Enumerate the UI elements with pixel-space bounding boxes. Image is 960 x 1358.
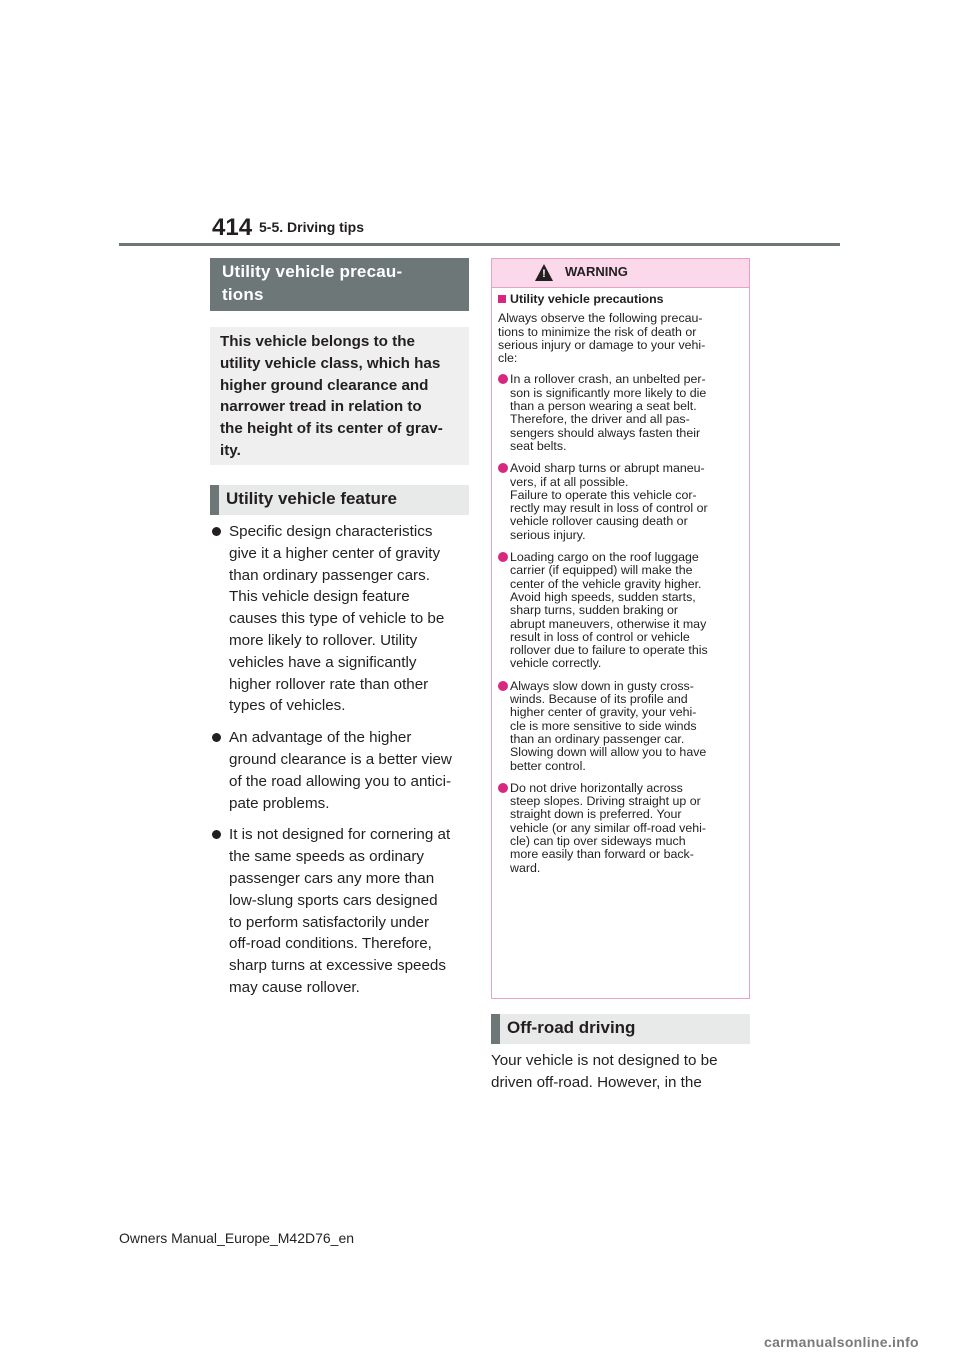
warning-line: Avoid high speeds, sudden starts,	[510, 589, 696, 604]
warning-line: higher center of gravity, your vehi-	[510, 705, 697, 720]
offroad-paragraph	[491, 1050, 750, 1094]
warning-line: Loading cargo on the roof luggage	[510, 550, 699, 565]
bullet-line: to perform satisfactorily under	[229, 913, 430, 931]
bullet-line: types of vehicles.	[229, 697, 346, 715]
bullet-line: passenger cars any more than	[229, 869, 435, 887]
warning-line: vehicle correctly.	[510, 656, 602, 671]
header-rule	[119, 243, 840, 246]
warning-line: carrier (if equipped) will make the	[510, 563, 693, 578]
section-title: 5-5. Driving tips	[259, 219, 365, 235]
bullet-line: low-slung sports cars designed	[229, 891, 438, 909]
warning-line: sengers should always fasten their	[510, 425, 701, 440]
footer-text: Owners Manual_Europe_M42D76_en	[119, 1230, 355, 1246]
warning-line: better control.	[510, 758, 586, 773]
heading-line: tions	[222, 285, 264, 304]
bullet-line: may cause rollover.	[229, 978, 360, 996]
bullet-line: higher rollover rate than other	[229, 675, 429, 693]
warning-title-text: Utility vehicle precautions	[510, 292, 664, 306]
warning-header	[492, 259, 749, 288]
bullet-line: causes this type of vehicle to be	[229, 610, 445, 628]
feature-bullets	[210, 521, 466, 1009]
warning-line: Do not drive horizontally across	[510, 780, 683, 795]
page-number: 414	[212, 214, 253, 241]
bullet-dot-icon	[212, 527, 221, 536]
offroad-heading: Off-road driving	[491, 1014, 750, 1044]
bullet-line: of the road allowing you to antici-	[229, 772, 452, 790]
warning-line: than an ordinary passenger car.	[510, 731, 685, 746]
warning-intro-line: Always observe the following precau-	[498, 311, 703, 326]
warning-intro-line: tions to minimize the risk of death or	[498, 324, 697, 339]
warning-line: Failure to operate this vehicle cor-	[510, 487, 697, 502]
warning-line: vehicle (or any similar off-road vehi-	[510, 820, 707, 835]
warning-line: cle is more sensitive to side winds	[510, 718, 697, 733]
intro-line: the height of its center of grav-	[220, 420, 443, 438]
intro-line: narrower tread in relation to	[220, 398, 422, 416]
warning-line: rollover due to failure to operate this	[510, 643, 708, 658]
bullet-line: more likely to rollover. Utility	[229, 631, 418, 649]
warning-item	[498, 782, 743, 875]
bullet-line: It is not designed for cornering at	[229, 826, 451, 844]
bullet-line: An advantage of the higher	[229, 729, 412, 747]
utility-feature-heading: Utility vehicle feature	[210, 485, 469, 515]
warning-line: Always slow down in gusty cross-	[510, 678, 694, 693]
warning-item	[498, 373, 743, 453]
warning-line: seat belts.	[510, 438, 567, 453]
warning-line: more easily than forward or back-	[510, 847, 694, 862]
warning-item	[498, 462, 743, 542]
warning-line: winds. Because of its profile and	[510, 692, 688, 707]
intro-line: This vehicle belongs to the	[220, 333, 415, 350]
bullet-line: This vehicle design feature	[229, 588, 410, 606]
bullet-line: ground clearance is a better view	[229, 750, 452, 768]
offroad-line: Your vehicle is not designed to be	[491, 1052, 718, 1069]
warning-line: Avoid sharp turns or abrupt maneu-	[510, 461, 705, 476]
warning-line: In a rollover crash, an unbelted per-	[510, 372, 706, 387]
warning-item	[498, 680, 743, 773]
warning-intro-line: cle:	[498, 351, 518, 366]
warning-line: straight down is preferred. Your	[510, 807, 682, 822]
warning-body	[492, 288, 749, 875]
bullet-line: pate problems.	[229, 794, 330, 812]
warning-line: result in loss of control or vehicle	[510, 629, 690, 644]
warning-title	[498, 293, 743, 306]
warning-line: center of the vehicle gravity higher.	[510, 576, 702, 591]
warning-box	[491, 258, 750, 999]
offroad-line: driven off-road. However, in the	[491, 1073, 702, 1091]
intro-line: ity.	[220, 441, 241, 459]
warning-dot-icon	[498, 463, 508, 473]
square-bullet-icon	[498, 295, 506, 303]
warning-intro-line: serious injury or damage to your vehi-	[498, 337, 706, 352]
bullet-line: off-road conditions. Therefore,	[229, 935, 432, 953]
warning-dot-icon	[498, 783, 508, 793]
warning-intro	[498, 312, 743, 365]
warning-item	[498, 551, 743, 671]
warning-line: vehicle rollover causing death or	[510, 514, 688, 529]
warning-dot-icon	[498, 681, 508, 691]
warning-line: ward.	[510, 860, 541, 875]
warning-line: cle) can tip over sideways much	[510, 833, 686, 848]
warning-dot-icon	[498, 552, 508, 562]
intro-line: utility vehicle class, which has	[220, 354, 441, 372]
bullet-line: give it a higher center of gravity	[229, 544, 441, 562]
bullet-line: Specific design characteristics	[229, 523, 433, 540]
warning-dot-icon	[498, 374, 508, 384]
utility-precautions-heading	[210, 258, 469, 311]
warning-line: Slowing down will allow you to have	[510, 745, 707, 760]
bullet-item	[210, 824, 466, 998]
warning-line: abrupt maneuvers, otherwise it may	[510, 616, 707, 631]
warning-line: sharp turns, sudden braking or	[510, 603, 679, 618]
bullet-dot-icon	[212, 733, 221, 742]
warning-line: than a person wearing a seat belt.	[510, 399, 697, 414]
warning-line: serious injury.	[510, 527, 586, 542]
warning-line: rectly may result in loss of control or	[510, 501, 708, 516]
bullet-line: vehicles have a significantly	[229, 653, 417, 671]
warning-label: WARNING	[565, 264, 628, 279]
bullet-line: sharp turns at excessive speeds	[229, 957, 446, 975]
intro-box	[210, 327, 469, 465]
bullet-line: the same speeds as ordinary	[229, 848, 425, 866]
intro-line: higher ground clearance and	[220, 376, 429, 394]
bullet-item	[210, 727, 466, 814]
warning-line: steep slopes. Driving straight up or	[510, 794, 701, 809]
bullet-dot-icon	[212, 830, 221, 839]
warning-line: Therefore, the driver and all pas-	[510, 412, 690, 427]
watermark: carmanualsonline.info	[764, 1334, 919, 1350]
warning-line: vers, if at all possible.	[510, 474, 629, 489]
warning-line: son is significantly more likely to die	[510, 385, 707, 400]
bullet-item	[210, 521, 466, 717]
heading-line: Utility vehicle precau-	[222, 262, 403, 281]
bullet-line: than ordinary passenger cars.	[229, 566, 430, 584]
exclamation-icon: !	[542, 268, 546, 280]
